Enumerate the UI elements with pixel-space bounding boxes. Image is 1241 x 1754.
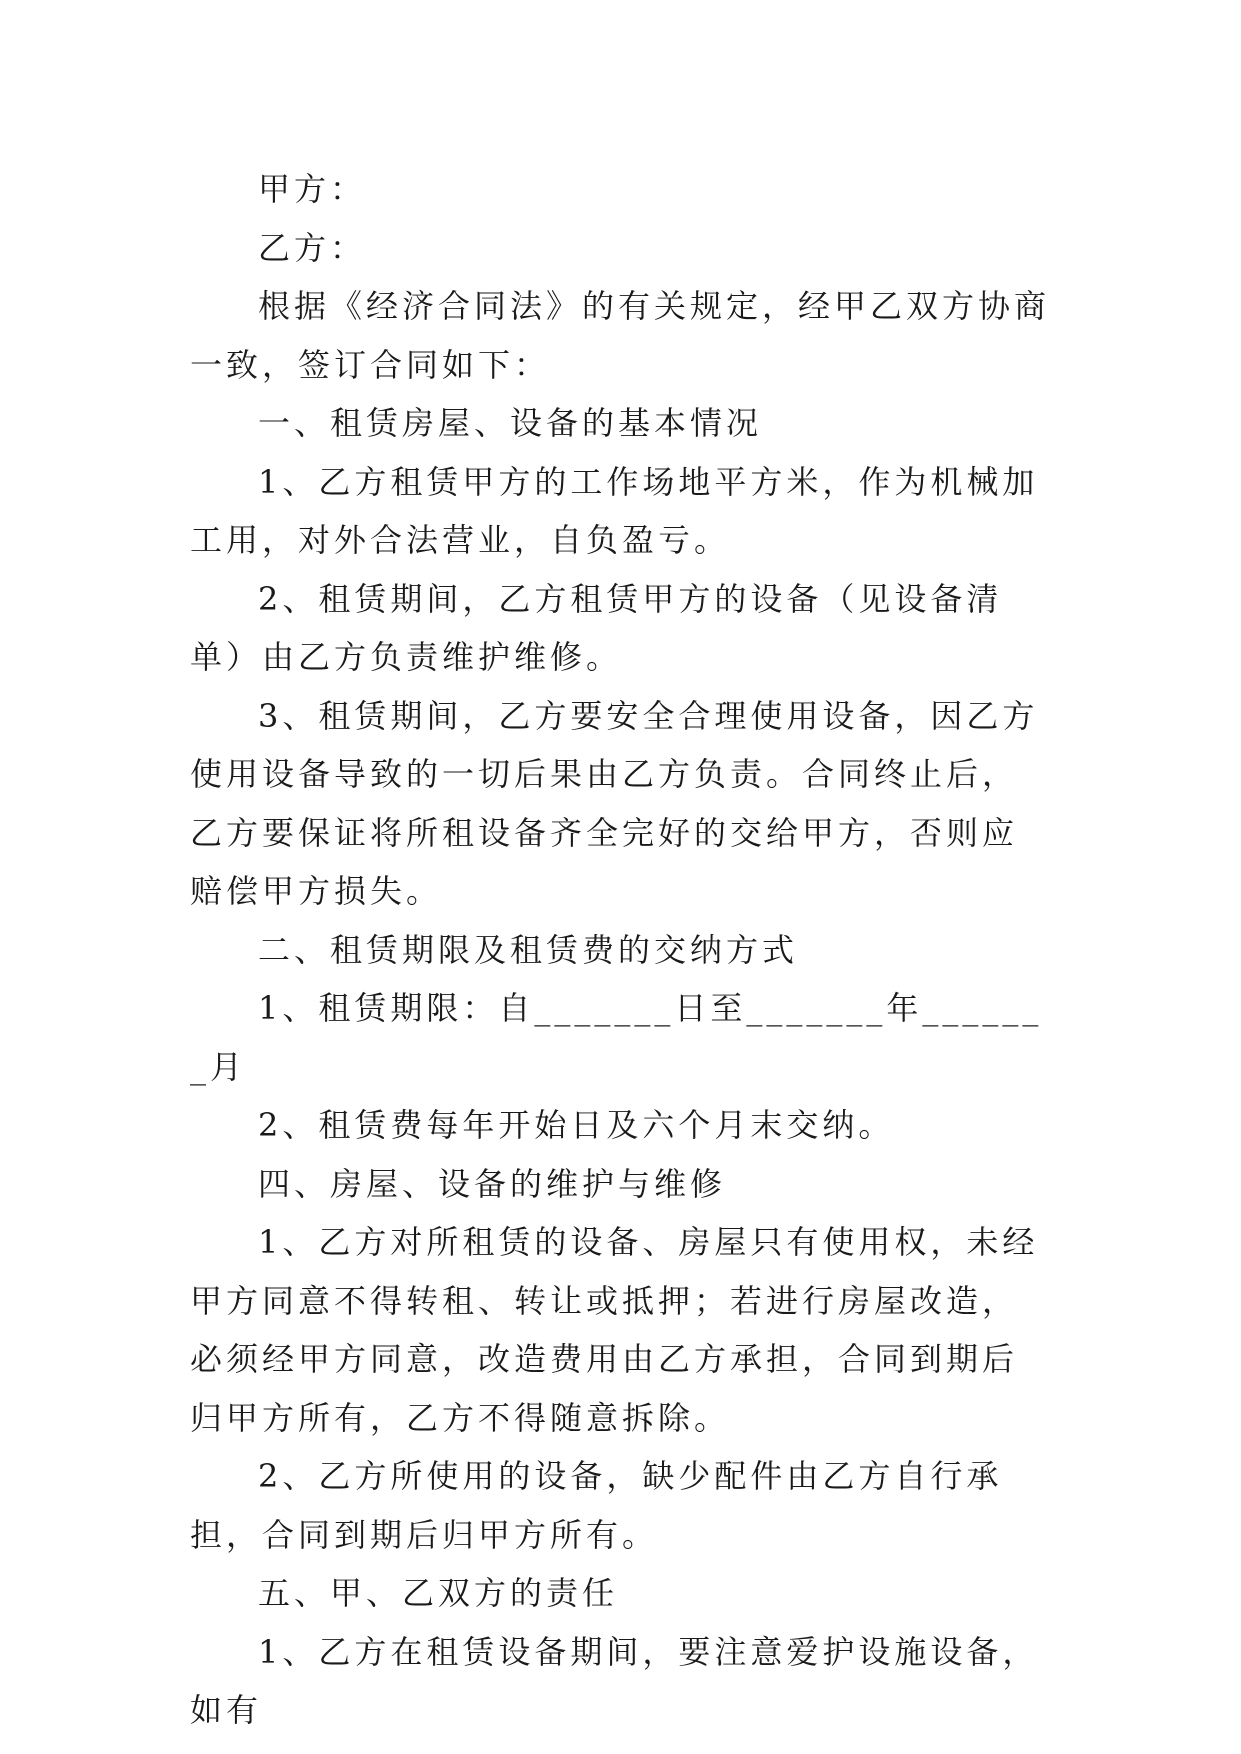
- section-heading-1: 一、租赁房屋、设备的基本情况: [258, 404, 763, 442]
- party-b-line: 乙方：: [258, 228, 367, 267]
- clause-4-1: 1、乙方对所租赁的设备、房屋只有使用权，未经甲方同意不得转租、转让或抵押；若进行房屋改造，必须经甲方同意，改造费用由乙方承担，合同到期后归甲方所有，乙方不得随意拆除。: [190, 1223, 1039, 1437]
- clause-1-1: 1、乙方租赁甲方的工作场地平方米，作为机械加工用，对外合法营业，自负盈亏。: [190, 462, 1039, 559]
- document-page: [190, 160, 1050, 1740]
- section-heading-4: 四、房屋、设备的维护与维修: [258, 1164, 727, 1203]
- clause-1-3: 3、租赁期间，乙方要安全合理使用设备，因乙方使用设备导致的一切后果由乙方负责。合同终止后，乙方要保证将所租设备齐全完好的交给甲方，否则应赔偿甲方损失。: [190, 696, 1039, 910]
- party-a-line: 甲方：: [258, 170, 367, 208]
- preamble-paragraph: 根据《经济合同法》的有关规定，经甲乙双方协商一致，签订合同如下：: [190, 287, 1051, 384]
- clause-2-2: 2、租赁费每年开始日及六个月末交纳。: [258, 1106, 895, 1144]
- section-heading-5: 五、甲、乙双方的责任: [258, 1574, 619, 1612]
- clause-2-1: 1、租赁期限：自_______日至_______年_______月: [190, 989, 1043, 1086]
- section-heading-2: 二、租赁期限及租赁费的交纳方式: [258, 930, 799, 969]
- clause-5-1: 1、乙方在租赁设备期间，要注意爱护设施设备，如有: [190, 1632, 1039, 1729]
- clause-4-2: 2、乙方所使用的设备，缺少配件由乙方自行承担，合同到期后归甲方所有。: [190, 1457, 1003, 1554]
- clause-1-2: 2、租赁期间，乙方租赁甲方的设备（见设备清单）由乙方负责维护维修。: [190, 579, 1003, 676]
